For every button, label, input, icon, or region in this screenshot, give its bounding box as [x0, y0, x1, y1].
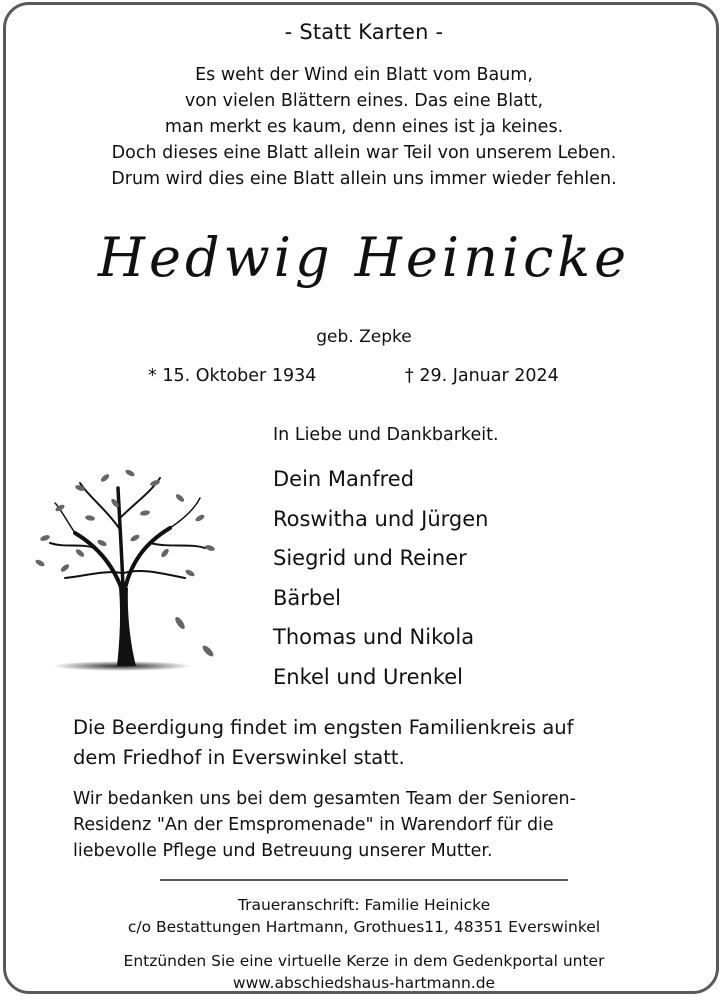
address-line: Traueranschrift: Familie Heinicke — [237, 896, 491, 914]
thanks-line: In Liebe und Dankbarkeit. — [273, 425, 499, 445]
portal-link[interactable]: www.abschiedshaus-hartmann.de — [232, 974, 496, 992]
tree-with-falling-leaves-icon — [20, 448, 235, 678]
mourning-address — [0, 894, 728, 938]
poem-line: Doch dieses eine Blatt allein war Teil von unserem Leben. — [111, 143, 617, 163]
acknowledgement — [73, 786, 576, 864]
funeral-info — [73, 713, 574, 773]
notice-heading: - Statt Karten - — [284, 20, 444, 44]
mourner: Siegrid und Reiner — [273, 546, 467, 571]
birth-date: * 15. Oktober 1934 — [148, 366, 317, 386]
poem — [0, 62, 728, 192]
mourners-list — [273, 460, 489, 698]
memorial-portal — [0, 950, 728, 994]
funeral-line: Die Beerdigung findet im engsten Familienkreis auf — [73, 716, 574, 739]
poem-line: Drum wird dies eine Blatt allein uns immer wieder fehlen. — [111, 169, 617, 189]
poem-line: man merkt es kaum, denn eines ist ja keines. — [164, 117, 564, 137]
address-line: c/o Bestattungen Hartmann, Grothues11, 48351 Everswinkel — [127, 918, 601, 936]
acknowledgement-line: Wir bedanken uns bei dem gesamten Team der Senioren- — [73, 789, 576, 809]
divider — [160, 879, 568, 881]
mourner: Roswitha und Jürgen — [273, 506, 489, 531]
poem-line: Es weht der Wind ein Blatt vom Baum, — [195, 65, 533, 85]
mourner: Enkel und Urenkel — [273, 664, 463, 689]
mourner: Thomas und Nikola — [273, 625, 475, 650]
funeral-line: dem Friedhof in Everswinkel statt. — [73, 746, 405, 769]
mourner: Bärbel — [273, 585, 341, 610]
birth-name: geb. Zepke — [316, 327, 412, 347]
poem-line: von vielen Blättern eines. Das eine Blatt, — [184, 91, 544, 111]
mourner: Dein Manfred — [273, 467, 415, 491]
deceased-name: Hedwig Heinicke — [97, 226, 631, 289]
death-date: † 29. Januar 2024 — [405, 366, 559, 386]
portal-text: Entzünden Sie eine virtuelle Kerze in dem Gedenkportal unter — [123, 952, 605, 970]
acknowledgement-line: liebevolle Pflege und Betreuung unserer Mutter. — [73, 841, 493, 861]
acknowledgement-line: Residenz "An der Emspromenade" in Warendorf für die — [73, 815, 554, 835]
